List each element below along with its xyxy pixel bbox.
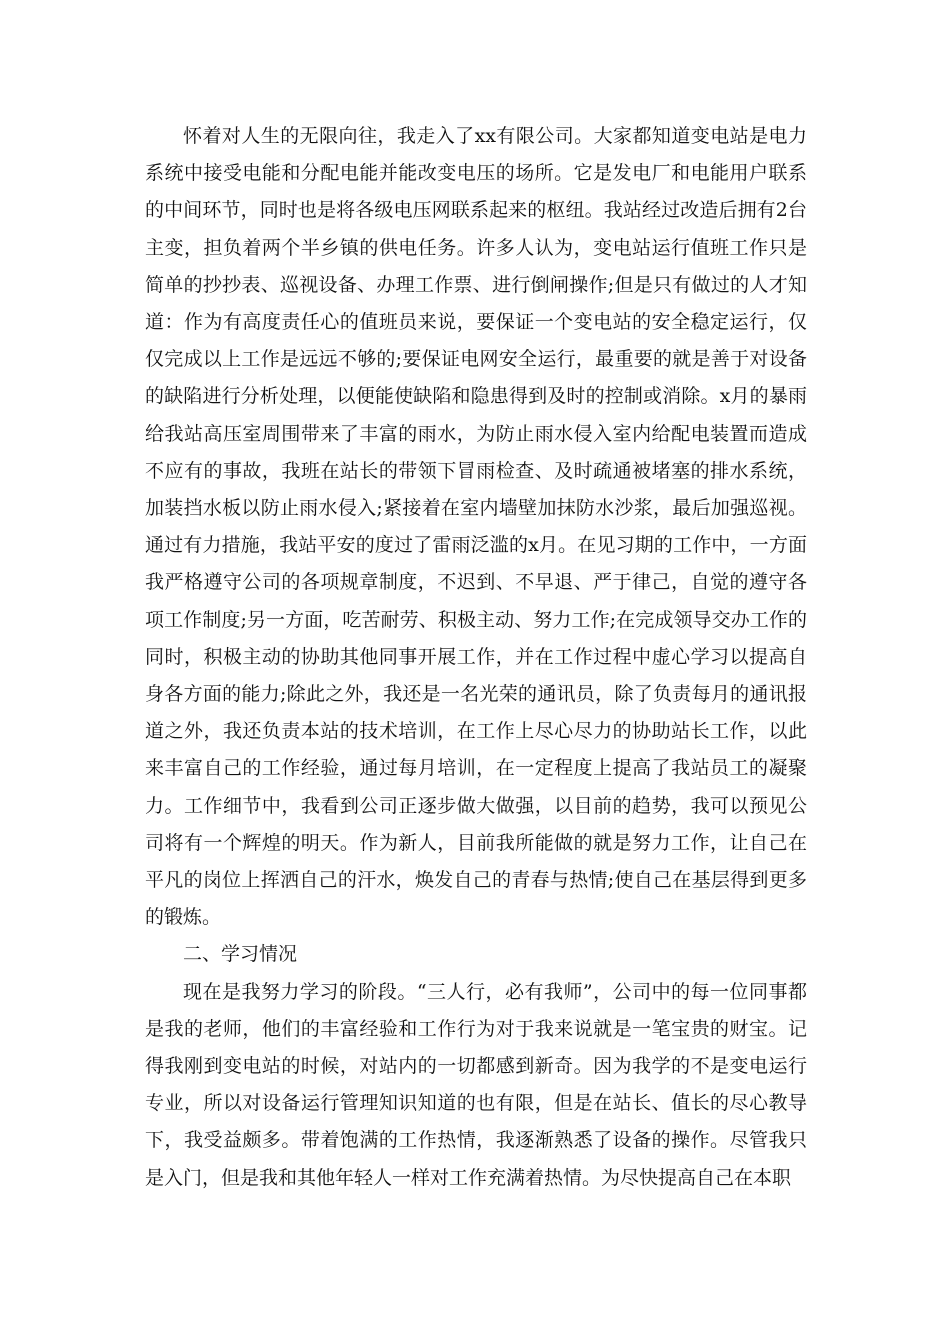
paragraph-work: 怀着对人生的无限向往，我走入了xx有限公司。大家都知道变电站是电力系统中接受电能和分配电能并能改变电压的场所。它是发电厂和电能用户联系的中间环节，同时也是将各级电压网联系起来的枢纽。我站经过改造后拥有2台主变，担负着两个半乡镇的供电任务。许多人认为，变电站运行值班工作只是简单的抄抄表、巡视设备、办理工作票、进行倒闸操作;但是只有做过的人才知道：作为有高度责任心的值班员来说，要保证一个变电站的安全稳定运行，仅仅完成以上工作是远远不够的;要保证电网安全运行，最重要的就是善于对设备的缺陷进行分析处理，以便能使缺陷和隐患得到及时的控制或消除。x月的暴雨给我站高压室周围带来了丰富的雨水，为防止雨水侵入室内给配电装置而造成不应有的事故，我班在站长的带领下冒雨检查、及时疏通被堵塞的排水系统，加装挡水板以防止雨水侵入;紧接着在室内墙壁加抹防水沙浆，最后加强巡视。通过有力措施，我站平安的度过了雷雨泛滥的x月。在见习期的工作中，一方面我严格遵守公司的各项规章制度，不迟到、不早退、严于律己，自觉的遵守各项工作制度;另一方面，吃苦耐劳、积极主动、努力工作;在完成领导交办工作的同时，积极主动的协助其他同事开展工作，并在工作过程中虚心学习以提高自身各方面的能力;除此之外，我还是一名光荣的通讯员，除了负责每月的通讯报道之外，我还负责本站的技术培训，在工作上尽心尽力的协助站长工作，以此来丰富自己的工作经验，通过每月培训，在一定程度上提高了我站员工的凝聚力。工作细节中，我看到公司正逐步做大做强，以目前的趋势，我可以预见公司将有一个辉煌的明天。作为新人，目前我所能做的就是努力工作，让自己在平凡的岗位上挥洒自己的汗水，焕发自己的青春与热情;使自己在基层得到更多的锻炼。 [145,125,807,929]
paragraph-study: 现在是我努力学习的阶段。“三人行，必有我师”，公司中的每一位同事都是我的老师，他们的丰富经验和工作行为对于我来说就是一笔宝贵的财宝。记得我刚到变电站的时候，对站内的一切都感到新奇。因为我学的不是变电运行专业，所以对设备运行管理知识知道的也有限，但是在站长、值长的尽心教导下，我受益颇多。带着饱满的工作热情，我逐渐熟悉了设备的操作。尽管我只是入门，但是我和其他年轻人一样对工作充满着热情。为尽快提高自己在本职 [145,980,807,1189]
section-heading-study: 二、学习情况 [183,943,298,966]
document-body [145,118,807,1197]
